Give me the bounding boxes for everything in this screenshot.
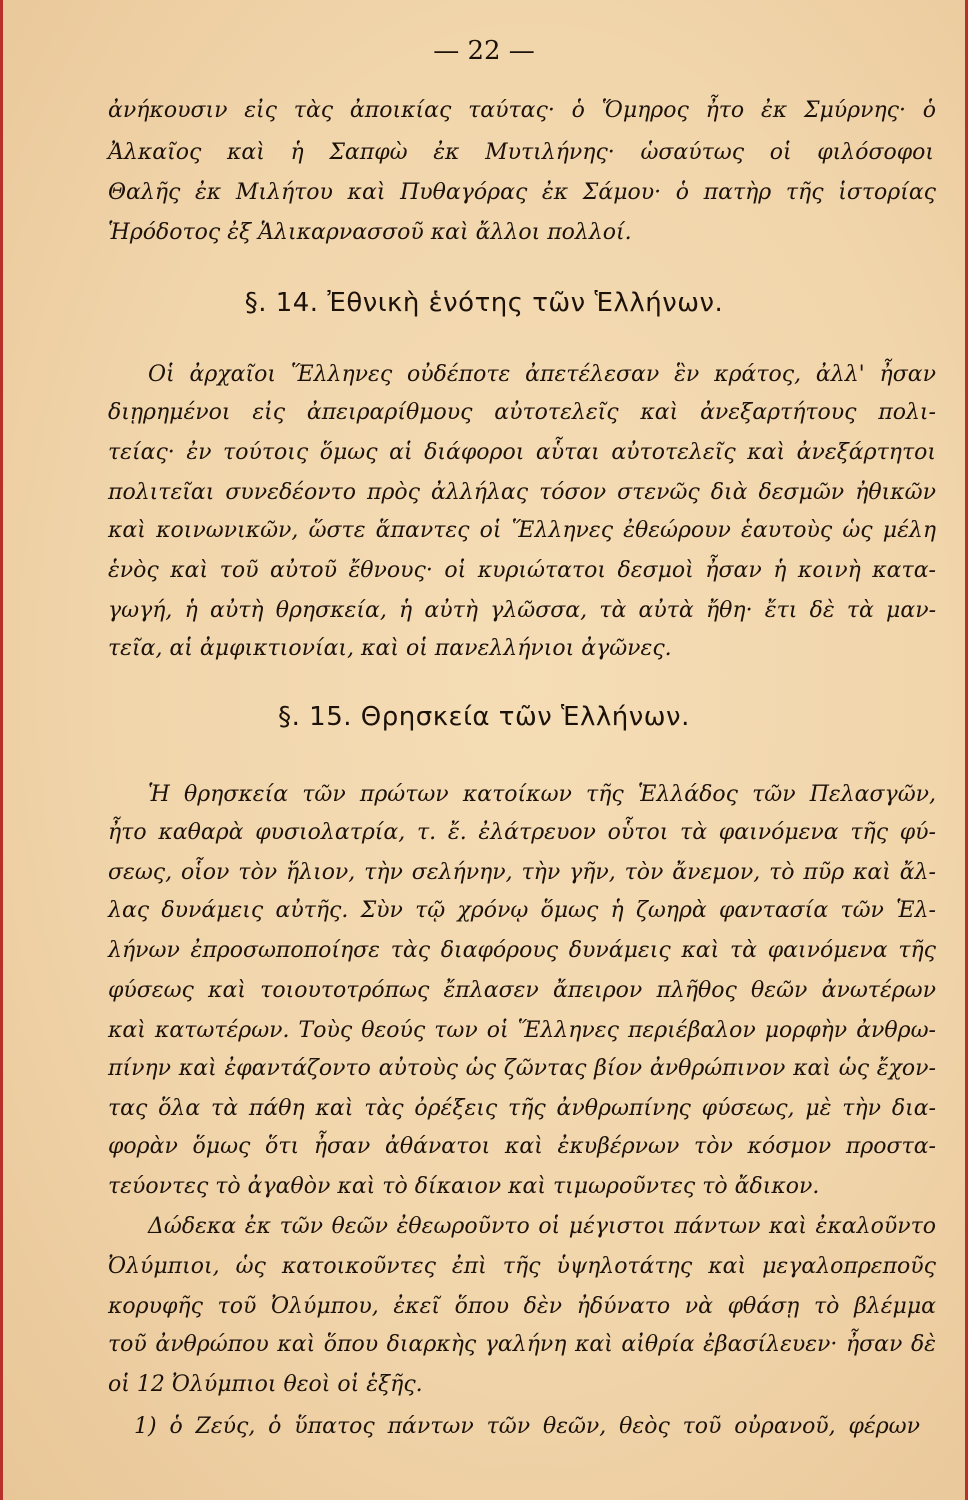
- text-line: σεως, οἷον τὸν ἥλιον, τὴν σελήνην, τὴν γῆν, τὸν ἄνεμον, τὸ πῦρ καὶ ἄλ-: [108, 860, 936, 885]
- text-line: Οἱ ἀρχαῖοι Ἕλληνες οὐδέποτε ἀπετέλεσαν ἓν κράτος, ἀλλ' ἦσαν: [148, 362, 936, 387]
- text-line: 1) ὁ Ζεύς, ὁ ὕπατος πάντων τῶν θεῶν, θεὸς τοῦ οὐρανοῦ, φέρων: [134, 1414, 920, 1439]
- text-line: φύσεως καὶ τοιουτοτρόπως ἔπλασεν ἄπειρον πλῆθος θεῶν ἀνωτέρων: [108, 978, 936, 1003]
- text-line: οἱ 12 Ὀλύμπιοι θεοὶ οἱ ἑξῆς.: [108, 1372, 423, 1397]
- text-line: λας δυνάμεις αὐτῆς. Σὺν τῷ χρόνῳ ὅμως ἡ ζωηρὰ φαντασία τῶν Ἑλ-: [108, 898, 936, 923]
- text-line: τας ὅλα τὰ πάθη καὶ τὰς ὀρέξεις τῆς ἀνθρωπίνης φύσεως, μὲ τὴν δια-: [108, 1096, 936, 1121]
- text-line: Θαλῆς ἐκ Μιλήτου καὶ Πυθαγόρας ἐκ Σάμου· ὁ πατὴρ τῆς ἱστορίας: [108, 180, 936, 205]
- text-line: ἀνήκουσιν εἰς τὰς ἀποικίας ταύτας· ὁ Ὅμηρος ἦτο ἐκ Σμύρνης· ὁ: [108, 98, 936, 123]
- text-line: τεύοντες τὸ ἀγαθὸν καὶ τὸ δίκαιον καὶ τιμωροῦντες τὸ ἄδικον.: [108, 1174, 820, 1199]
- text-line: καὶ κατωτέρων. Τοὺς θεούς των οἱ Ἕλληνες περιέβαλον μορφὴν ἀνθρω-: [108, 1018, 936, 1043]
- text-line: Ἡ θρησκεία τῶν πρώτων κατοίκων τῆς Ἑλλάδος τῶν Πελασγῶν,: [148, 782, 936, 807]
- text-line: πίνην καὶ ἐφαντάζοντο αὐτοὺς ὡς ζῶντας βίον ἀνθρώπινον καὶ ὡς ἔχον-: [108, 1056, 936, 1081]
- text-line: Ἡρόδοτος ἐξ Ἁλικαρνασσοῦ καὶ ἄλλοι πολλοί.: [108, 220, 632, 245]
- page-number: — 22 —: [433, 36, 535, 66]
- text-line: τείας· ἐν τούτοις ὅμως αἱ διάφοροι αὗται αὐτοτελεῖς καὶ ἀνεξάρτητοι: [108, 440, 936, 465]
- text-line: φορὰν ὅμως ὅτι ἦσαν ἀθάνατοι καὶ ἐκυβέρνων τὸν κόσμον προστα-: [108, 1134, 936, 1159]
- section-heading: §. 14. Ἐθνικὴ ἑνότης τῶν Ἑλλήνων.: [244, 288, 724, 318]
- text-line: Ὀλύμπιοι, ὡς κατοικοῦντες ἐπὶ τῆς ὑψηλοτάτης καὶ μεγαλοπρεποῦς: [108, 1254, 936, 1279]
- text-line: τοῦ ἀνθρώπου καὶ ὅπου διαρκὴς γαλήνη καὶ αἰθρία ἐβασίλευεν· ἦσαν δὲ: [108, 1332, 936, 1357]
- text-line: τεῖα, αἱ ἀμφικτιονίαι, καὶ οἱ πανελλήνιοι ἀγῶνες.: [108, 636, 672, 661]
- text-line: ἑνὸς καὶ τοῦ αὐτοῦ ἔθνους· οἱ κυριώτατοι δεσμοὶ ἦσαν ἡ κοινὴ κατα-: [108, 558, 936, 583]
- text-line: ἦτο καθαρὰ φυσιολατρία, τ. ἔ. ἐλάτρευον οὗτοι τὰ φαινόμενα τῆς φύ-: [108, 820, 936, 845]
- section-heading: §. 15. Θρησκεία τῶν Ἑλλήνων.: [278, 702, 690, 732]
- text-line: διῃρημένοι εἰς ἀπειραρίθμους αὐτοτελεῖς καὶ ἀνεξαρτήτους πολι-: [108, 400, 936, 425]
- text-line: κορυφῆς τοῦ Ὀλύμπου, ἐκεῖ ὅπου δὲν ἠδύνατο νὰ φθάσῃ τὸ βλέμμα: [108, 1294, 936, 1319]
- text-line: γωγή, ἡ αὐτὴ θρησκεία, ἡ αὐτὴ γλῶσσα, τὰ αὐτὰ ἤθη· ἔτι δὲ τὰ μαν-: [108, 598, 936, 623]
- text-line: λήνων ἐπροσωποποίησε τὰς διαφόρους δυνάμεις καὶ τὰ φαινόμενα τῆς: [108, 938, 936, 963]
- text-line: καὶ κοινωνικῶν, ὥστε ἅπαντες οἱ Ἕλληνες ἐθεώρουν ἑαυτοὺς ὡς μέλη: [108, 518, 936, 543]
- text-line: Ἀλκαῖος καὶ ἡ Σαπφὼ ἐκ Μυτιλήνης· ὡσαύτως οἱ φιλόσοφοι: [108, 140, 934, 165]
- page-left-edge: [0, 0, 3, 1500]
- text-line: Δώδεκα ἐκ τῶν θεῶν ἐθεωροῦντο οἱ μέγιστοι πάντων καὶ ἐκαλοῦντο: [148, 1214, 936, 1239]
- text-line: πολιτεῖαι συνεδέοντο πρὸς ἀλλήλας τόσον στενῶς διὰ δεσμῶν ἠθικῶν: [108, 480, 936, 505]
